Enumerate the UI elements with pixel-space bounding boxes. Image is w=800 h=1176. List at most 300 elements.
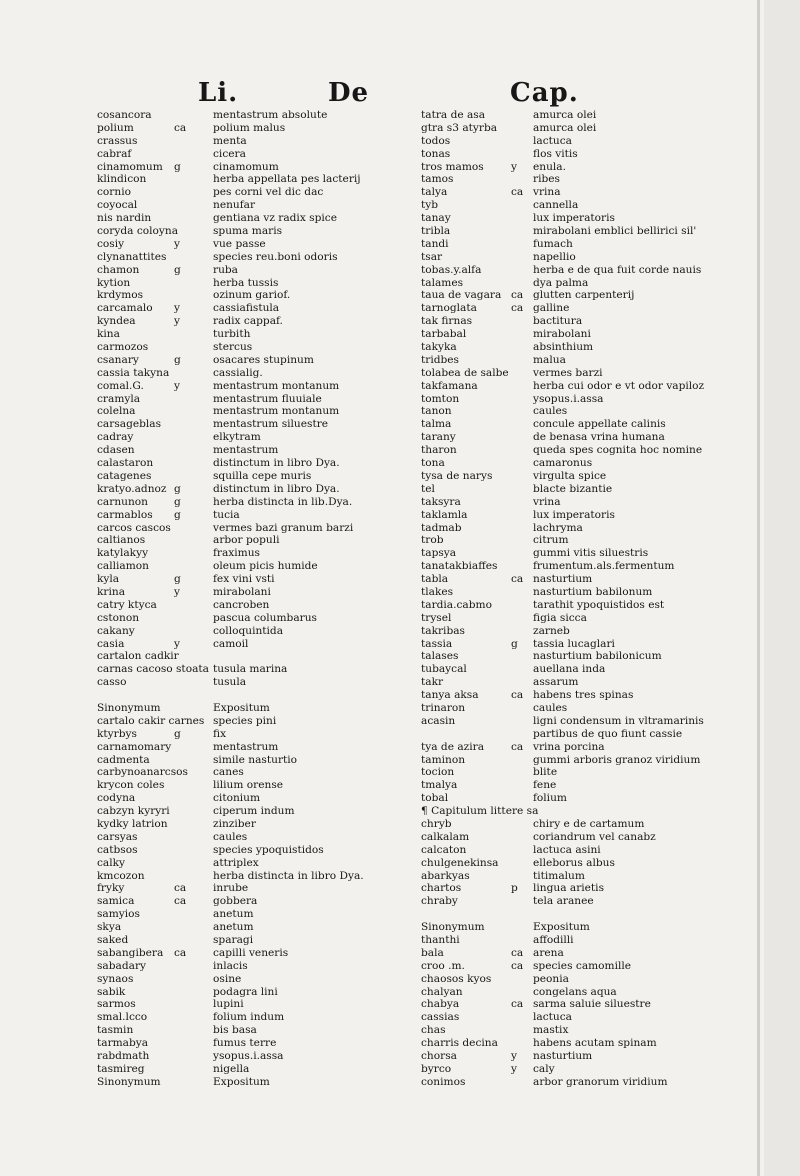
language-mark: y: [174, 379, 180, 392]
synonym-term: tharon: [421, 444, 457, 457]
entry-row: [421, 212, 751, 225]
exposition-term: folium: [533, 792, 567, 805]
exposition-term: fumach: [533, 237, 573, 250]
exposition-term: virgulta spice: [533, 469, 607, 482]
exposition-term: species pini: [213, 714, 277, 727]
entry-row: [97, 663, 397, 676]
synonym-term: tlakes: [421, 585, 454, 598]
exposition-term: simile nasturtio: [213, 753, 298, 766]
entry-row: [97, 934, 397, 947]
exposition-term: tarathit ypoquistidos est: [533, 598, 665, 611]
synonym-term: tmalya: [421, 779, 458, 792]
synonym-term: tardia.cabmo: [421, 598, 492, 611]
entry-row: [97, 457, 397, 470]
language-mark: y: [174, 585, 180, 598]
synonym-term: tabla: [421, 573, 449, 586]
entry-row: [97, 741, 397, 754]
synonym-term: carcamalo: [97, 302, 153, 315]
entry-row: [421, 792, 751, 805]
entry-row: [97, 186, 397, 199]
exposition-term: titimalum: [533, 869, 585, 882]
exposition-term: gobbera: [213, 895, 258, 908]
synonym-term: kyla: [97, 573, 120, 586]
synonym-term: tobas.y.alfa: [421, 263, 482, 276]
entry-row: [421, 934, 751, 947]
exposition-term: vermes bazi granum barzi: [213, 521, 354, 534]
entry-row: [97, 418, 397, 431]
entry-row: [421, 702, 751, 715]
exposition-term: bactitura: [533, 315, 583, 328]
entry-row: [421, 870, 751, 883]
exposition-term: caules: [533, 405, 568, 418]
entry-row: [421, 135, 751, 148]
entry-row: [421, 418, 751, 431]
exposition-term: spuma maris: [213, 225, 283, 238]
synonym-term: chalyan: [421, 985, 463, 998]
exposition-term: caules: [533, 701, 568, 714]
exposition-term: Expositum: [213, 701, 270, 714]
synonym-term: cartalon cadkir: [97, 650, 179, 663]
exposition-term: ribes: [533, 173, 560, 186]
entry-row: [421, 895, 751, 908]
synonym-term: chryb: [421, 817, 452, 830]
synonym-term: ¶ Capitulum littere sa: [421, 805, 539, 818]
entry-row: [97, 754, 397, 767]
synonym-term: talya: [421, 186, 448, 199]
entry-row: [97, 650, 397, 663]
language-mark: ca: [174, 946, 187, 959]
exposition-term: partibus de quo fiunt cassie: [533, 727, 683, 740]
exposition-term: nenufar: [213, 199, 256, 212]
language-mark: g: [174, 263, 181, 276]
exposition-term: anetum: [213, 921, 254, 934]
synonym-term: smal.lcco: [97, 1011, 148, 1024]
exposition-term: nasturtium babilonicum: [533, 650, 662, 663]
entry-row: [97, 715, 397, 728]
synonym-term: sabadary: [97, 959, 146, 972]
entry-row: [97, 122, 397, 135]
exposition-term: cinamomum: [213, 160, 279, 173]
synonym-term: Sinonymum: [97, 1075, 161, 1088]
entry-row: [421, 431, 751, 444]
exposition-term: ysopus.i.assa: [533, 392, 604, 405]
exposition-term: inrube: [213, 882, 249, 895]
entry-row: [97, 199, 397, 212]
exposition-term: radix cappaf.: [213, 315, 283, 328]
exposition-term: citonium: [213, 792, 261, 805]
synonym-term: casia: [97, 637, 125, 650]
entry-row: [97, 251, 397, 264]
entry-row: [97, 534, 397, 547]
entry-row: [421, 921, 751, 934]
language-mark: y: [174, 237, 180, 250]
exposition-term: ysopus.i.assa: [213, 1050, 284, 1063]
synonym-term: carnamomary: [97, 740, 172, 753]
entry-row: [97, 238, 397, 251]
synonym-term: tadmab: [421, 521, 462, 534]
exposition-term: osacares stupinum: [213, 353, 314, 366]
exposition-term: fumus terre: [213, 1037, 277, 1050]
exposition-term: caules: [213, 830, 248, 843]
header-right: Cap.: [510, 78, 579, 108]
exposition-term: tela aranee: [533, 895, 594, 908]
exposition-term: herba cui odor e vt odor vapiloz: [533, 379, 705, 392]
synonym-term: carnunon: [97, 495, 148, 508]
entry-row: [97, 328, 397, 341]
synonym-term: cabzyn kyryri: [97, 805, 170, 818]
exposition-term: anetum: [213, 908, 254, 921]
language-mark: ca: [511, 289, 524, 302]
entry-row: [421, 560, 751, 573]
synonym-term: tribla: [421, 225, 451, 238]
entry-row: [97, 560, 397, 573]
entry-row: [97, 702, 397, 715]
language-mark: ca: [511, 998, 524, 1011]
synonym-term: cstonon: [97, 611, 140, 624]
synonym-term: tona: [421, 457, 445, 470]
entry-row: [421, 470, 751, 483]
exposition-term: vrina: [533, 186, 561, 199]
entry-row: [421, 1024, 751, 1037]
synonym-term: cosiy: [97, 237, 125, 250]
entry-row: [421, 457, 751, 470]
exposition-term: cassiafistula: [213, 302, 280, 315]
synonym-term: carcos cascos: [97, 521, 171, 534]
entry-row: [97, 148, 397, 161]
exposition-term: herba distincta in lib.Dya.: [213, 495, 353, 508]
synonym-term: katylakyy: [97, 547, 149, 560]
synonym-term: tysa de narys: [421, 469, 493, 482]
synonym-term: bala: [421, 946, 444, 959]
exposition-term: podagra lini: [213, 985, 278, 998]
entry-row: [97, 547, 397, 560]
exposition-term: vrina porcina: [533, 740, 605, 753]
synonym-term: tarany: [421, 431, 456, 444]
synonym-term: chabya: [421, 998, 460, 1011]
synonym-term: carsyas: [97, 830, 138, 843]
entry-row: [97, 522, 397, 535]
language-mark: y: [174, 315, 180, 328]
entry-row: [97, 986, 397, 999]
entry-row: [97, 689, 397, 702]
synonym-term: cdasen: [97, 444, 135, 457]
entry-row: [421, 998, 751, 1011]
synonym-term: skya: [97, 921, 122, 934]
entry-row: [97, 805, 397, 818]
exposition-term: fex vini vsti: [213, 573, 275, 586]
entry-row: [421, 986, 751, 999]
synonym-term: coyocal: [97, 199, 138, 212]
exposition-term: squilla cepe muris: [213, 469, 312, 482]
entry-row: [421, 844, 751, 857]
exposition-term: mirabolani: [213, 585, 271, 598]
synonym-term: tanay: [421, 212, 451, 225]
synonym-term: caltianos: [97, 534, 146, 547]
synonym-term: ktyrbys: [97, 727, 137, 740]
exposition-term: species ypoquistidos: [213, 843, 324, 856]
language-mark: y: [174, 637, 180, 650]
synonym-term: tanatakbiaffes: [421, 560, 498, 573]
synonym-term: fryky: [97, 882, 125, 895]
exposition-term: Expositum: [213, 1075, 270, 1088]
exposition-term: camaronus: [533, 457, 593, 470]
entry-row: [421, 882, 751, 895]
exposition-term: Expositum: [533, 921, 590, 934]
entry-row: [97, 315, 397, 328]
language-mark: ca: [174, 895, 187, 908]
exposition-term: lactuca: [533, 134, 572, 147]
synonym-term: tridbes: [421, 353, 459, 366]
synonym-term: talases: [421, 650, 459, 663]
exposition-term: elkytram: [213, 431, 261, 444]
entry-row: [421, 728, 751, 741]
synonym-term: kina: [97, 328, 120, 341]
entry-row: [421, 947, 751, 960]
entry-row: [97, 431, 397, 444]
entry-row: [421, 238, 751, 251]
synonym-term: kratyo.adnoz: [97, 482, 167, 495]
synonym-term: trob: [421, 534, 444, 547]
synonym-term: catagenes: [97, 469, 152, 482]
entry-row: [421, 573, 751, 586]
synonym-term: trysel: [421, 611, 452, 624]
exposition-term: chiry e de cartamum: [533, 817, 645, 830]
entry-row: [421, 148, 751, 161]
entry-row: [97, 1063, 397, 1076]
synonym-term: todos: [421, 134, 451, 147]
exposition-term: menta: [213, 134, 247, 147]
exposition-term: cicera: [213, 147, 246, 160]
language-mark: g: [174, 573, 181, 586]
exposition-term: herba appellata pes lacterij: [213, 173, 361, 186]
entry-row: [421, 173, 751, 186]
synonym-term: tassia: [421, 637, 453, 650]
entry-row: [421, 302, 751, 315]
exposition-term: mastix: [533, 1024, 569, 1037]
entry-row: [97, 882, 397, 895]
synonym-term: saked: [97, 934, 129, 946]
entry-row: [421, 818, 751, 831]
exposition-term: oleum picis humide: [213, 560, 318, 573]
synonym-term: tel: [421, 482, 435, 495]
synonym-term: taua de vagara: [421, 289, 502, 302]
entry-row: [421, 1076, 751, 1089]
language-mark: g: [174, 508, 181, 521]
exposition-term: vrina: [533, 495, 561, 508]
entry-row: [421, 315, 751, 328]
entry-row: [421, 766, 751, 779]
entry-row: [97, 161, 397, 174]
entry-row: [421, 534, 751, 547]
synonym-term: catbsos: [97, 843, 138, 856]
header-middle: De: [328, 78, 370, 108]
synonym-term: cosancora: [97, 109, 152, 121]
exposition-term: attriplex: [213, 856, 259, 869]
entry-row: [97, 135, 397, 148]
entry-row: [97, 947, 397, 960]
entry-row: [97, 302, 397, 315]
left-column: [97, 109, 397, 1089]
exposition-term: flos vitis: [533, 147, 578, 160]
synonym-term: chas: [421, 1024, 446, 1037]
entry-row: [97, 921, 397, 934]
entry-row: [421, 1037, 751, 1050]
entry-row: [97, 264, 397, 277]
synonym-term: tarbabal: [421, 328, 467, 341]
exposition-term: auellana inda: [533, 663, 606, 676]
entry-row: [421, 328, 751, 341]
exposition-term: tusula marina: [213, 663, 288, 676]
synonym-term: cakany: [97, 624, 135, 637]
entry-row: [97, 844, 397, 857]
entry-row: [421, 754, 751, 767]
synonym-term: calky: [97, 856, 126, 869]
exposition-term: camoil: [213, 637, 249, 650]
entry-row: [97, 676, 397, 689]
entry-row: [97, 870, 397, 883]
exposition-term: affodilli: [533, 934, 574, 946]
exposition-term: assarum: [533, 676, 579, 689]
exposition-term: cannella: [533, 199, 579, 212]
entry-row: [97, 1037, 397, 1050]
exposition-term: tusula: [213, 676, 247, 689]
synonym-term: chraby: [421, 895, 458, 908]
synonym-term: codyna: [97, 792, 136, 805]
exposition-term: fix: [213, 727, 227, 740]
synonym-term: samica: [97, 895, 135, 908]
entry-row: [421, 367, 751, 380]
entry-row: [97, 766, 397, 779]
synonym-term: tarnoglata: [421, 302, 477, 315]
exposition-term: species camomille: [533, 959, 632, 972]
synonym-term: cassia takyna: [97, 366, 170, 379]
header-left: Li.: [198, 78, 239, 108]
exposition-term: herba tussis: [213, 276, 279, 289]
synonym-term: coryda coloyna: [97, 225, 179, 238]
entry-row: [421, 251, 751, 264]
entry-row: [97, 818, 397, 831]
synonym-term: chaosos kyos: [421, 972, 492, 985]
synonym-term: calcaton: [421, 843, 467, 856]
entry-row: [97, 625, 397, 638]
exposition-term: amurca olei: [533, 121, 597, 134]
synonym-term: cadmenta: [97, 753, 150, 766]
synonym-term: abarkyas: [421, 869, 470, 882]
language-mark: g: [174, 160, 181, 173]
exposition-term: glutten carpenterij: [533, 289, 635, 302]
entry-row: [97, 109, 397, 122]
exposition-term: lilium orense: [213, 779, 284, 792]
exposition-term: citrum: [533, 534, 569, 547]
exposition-term: de benasa vrina humana: [533, 431, 665, 444]
synonym-term: colelna: [97, 405, 136, 418]
synonym-term: chartos: [421, 882, 462, 895]
exposition-term: vermes barzi: [533, 366, 603, 379]
entry-row: [97, 1011, 397, 1024]
synonym-term: clynanattites: [97, 250, 167, 263]
entry-row: [97, 277, 397, 290]
language-mark: ca: [174, 882, 187, 895]
entry-row: [421, 676, 751, 689]
synonym-term: sarmos: [97, 998, 136, 1011]
entry-row: [421, 638, 751, 651]
entry-row: [421, 650, 751, 663]
synonym-term: kyndea: [97, 315, 136, 328]
synonym-term: sabangibera: [97, 946, 164, 959]
entry-row: [421, 109, 751, 122]
entry-row: [421, 444, 751, 457]
entry-row: [97, 857, 397, 870]
exposition-term: ozinum gariof.: [213, 289, 291, 302]
entry-row: [97, 573, 397, 586]
language-mark: g: [174, 727, 181, 740]
language-mark: ca: [511, 689, 524, 702]
synonym-term: trinaron: [421, 701, 466, 714]
exposition-term: tucia: [213, 508, 240, 521]
exposition-term: mentastrum: [213, 740, 279, 753]
exposition-term: ruba: [213, 263, 238, 276]
synonym-term: rabdmath: [97, 1050, 150, 1063]
synonym-term: tarmabya: [97, 1037, 149, 1050]
synonym-term: tanon: [421, 405, 452, 418]
exposition-term: dya palma: [533, 276, 589, 289]
synonym-term: csanary: [97, 353, 139, 366]
entry-row: [97, 638, 397, 651]
synonym-term: talma: [421, 418, 452, 431]
exposition-term: species reu.boni odoris: [213, 250, 338, 263]
exposition-term: lactuca asini: [533, 843, 601, 856]
synonym-term: polium: [97, 121, 134, 134]
entry-row: [97, 289, 397, 302]
language-mark: ca: [511, 186, 524, 199]
entry-row: [97, 728, 397, 741]
exposition-term: blacte bizantie: [533, 482, 613, 495]
exposition-term: folium indum: [213, 1011, 285, 1024]
synonym-term: tapsya: [421, 547, 457, 560]
exposition-term: figia sicca: [533, 611, 587, 624]
synonym-term: taklamla: [421, 508, 468, 521]
facing-page-margin: [764, 0, 800, 1176]
entry-row: [421, 289, 751, 302]
exposition-term: elleborus albus: [533, 856, 615, 869]
language-mark: ca: [511, 573, 524, 586]
synonym-term: tsar: [421, 250, 443, 263]
entry-row: [97, 483, 397, 496]
exposition-term: lux imperatoris: [533, 212, 615, 225]
synonym-term: thanthi: [421, 934, 460, 946]
entry-row: [421, 612, 751, 625]
entry-row: [421, 199, 751, 212]
exposition-term: fraximus: [213, 547, 260, 560]
synonym-term: catry ktyca: [97, 598, 157, 611]
entry-row: [421, 857, 751, 870]
entry-row: [421, 663, 751, 676]
exposition-term: colloquintida: [213, 624, 284, 637]
synonym-term: sabik: [97, 985, 126, 998]
entry-row: [421, 380, 751, 393]
entry-row: [97, 380, 397, 393]
entry-row: [97, 1076, 397, 1089]
entry-row: [97, 341, 397, 354]
synonym-term: tolabea de salbe: [421, 366, 509, 379]
entry-row: [421, 522, 751, 535]
synonym-term: tatra de asa: [421, 109, 486, 121]
entry-row: [421, 264, 751, 277]
entry-row: [421, 277, 751, 290]
entry-row: [421, 779, 751, 792]
exposition-term: pes corni vel dic dac: [213, 186, 324, 199]
language-mark: ca: [511, 302, 524, 315]
